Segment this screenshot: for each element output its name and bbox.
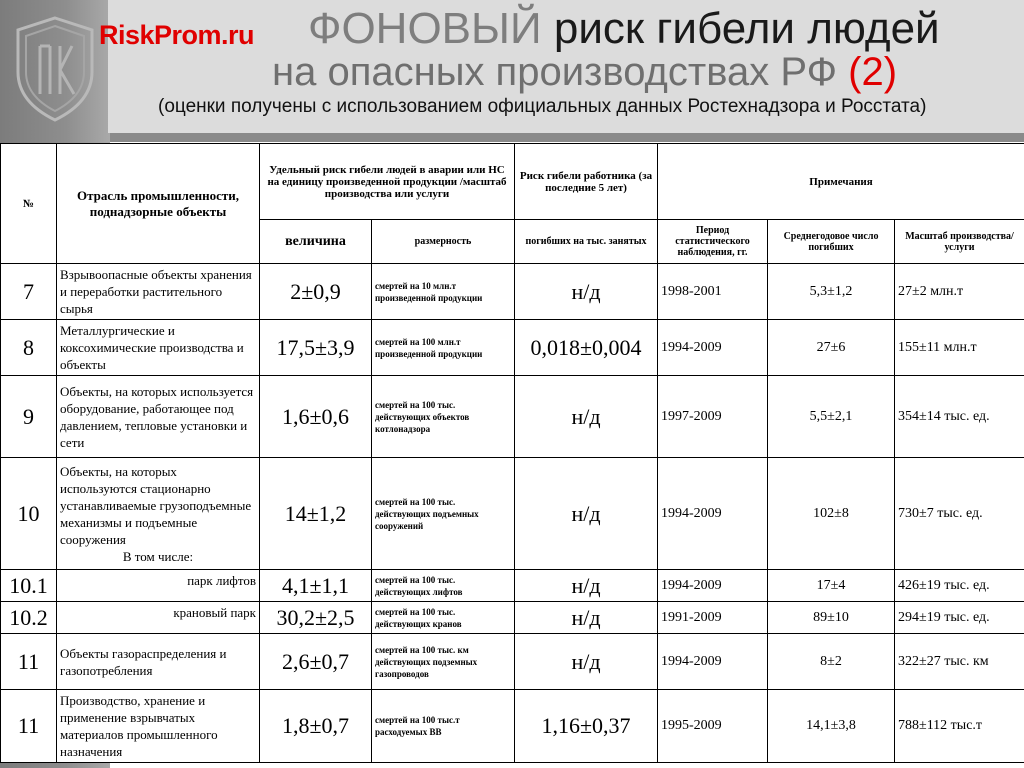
row-worker-risk: н/д: [515, 458, 658, 570]
col-header-worker-risk-sub: погибших на тыс. занятых: [515, 220, 658, 264]
row-worker-risk: н/д: [515, 570, 658, 602]
row-number: 11: [1, 690, 57, 763]
row-scale: 354±14 тыс. ед.: [895, 376, 1024, 458]
row-dimension: смертей на 100 тыс. действующих подъемных сооружений: [372, 458, 515, 570]
col-header-scale: Масштаб производства/услуги: [895, 220, 1024, 264]
header-row-1: [1, 144, 1024, 220]
title-number: (2): [848, 50, 898, 94]
row-dimension: смертей на 100 тыс. км действующих подземных газопроводов: [372, 634, 515, 690]
col-header-period: Период статистического наблюдения, гг.: [658, 220, 768, 264]
row-avg-deaths: 102±8: [768, 458, 895, 570]
row-value: 1,6±0,6: [260, 376, 372, 458]
row-dimension: смертей на 100 тыс. действующих объектов котлонадзора: [372, 376, 515, 458]
table-row: [1, 634, 1024, 690]
table-row: [1, 458, 1024, 570]
row-number: 7: [1, 264, 57, 320]
col-header-industry: Отрасль промышленности, поднадзорные объекты: [57, 144, 260, 264]
row-period: 1998-2001: [658, 264, 768, 320]
row-industry-text: Объекты, на которых используются стационарно устанавливаемые грузоподъемные механизмы и подъемные сооружения: [60, 463, 252, 547]
row-number: 10: [1, 458, 57, 570]
col-header-dimension: размерность: [372, 220, 515, 264]
row-industry-subnote: В том числе:: [122, 548, 194, 564]
row-period: 1991-2009: [658, 602, 768, 634]
row-avg-deaths: 5,5±2,1: [768, 376, 895, 458]
row-dimension: смертей на 100 млн.т произведенной продукции: [372, 320, 515, 376]
row-worker-risk: н/д: [515, 602, 658, 634]
page-title-line2: [272, 50, 897, 94]
row-number: 9: [1, 376, 57, 458]
row-scale: 788±112 тыс.т: [895, 690, 1024, 763]
row-avg-deaths: 5,3±1,2: [768, 264, 895, 320]
page-title: [308, 4, 940, 54]
row-value: 14±1,2: [260, 458, 372, 570]
row-industry: крановый парк: [57, 602, 260, 634]
row-period: 1995-2009: [658, 690, 768, 763]
row-scale: 155±11 млн.т: [895, 320, 1024, 376]
row-period: 1994-2009: [658, 320, 768, 376]
row-period: 1994-2009: [658, 634, 768, 690]
title-rest: риск гибели людей: [553, 4, 940, 53]
row-industry: парк лифтов: [57, 570, 260, 602]
row-scale: 322±27 тыс. км: [895, 634, 1024, 690]
row-scale: 426±19 тыс. ед.: [895, 570, 1024, 602]
row-scale: 730±7 тыс. ед.: [895, 458, 1024, 570]
risk-table: [0, 143, 1024, 763]
row-dimension: смертей на 100 тыс. действующих лифтов: [372, 570, 515, 602]
row-dimension: смертей на 100 тыс. действующих кранов: [372, 602, 515, 634]
row-period: 1994-2009: [658, 458, 768, 570]
row-dimension: смертей на 100 тыс.т расходуемых ВВ: [372, 690, 515, 763]
row-industry: Взрывоопасные объекты хранения и переработки растительного сырья: [57, 264, 260, 320]
row-value: 4,1±1,1: [260, 570, 372, 602]
row-number: 8: [1, 320, 57, 376]
table-row: [1, 320, 1024, 376]
row-scale: 294±19 тыс. ед.: [895, 602, 1024, 634]
row-value: 17,5±3,9: [260, 320, 372, 376]
row-period: 1994-2009: [658, 570, 768, 602]
row-worker-risk: 0,018±0,004: [515, 320, 658, 376]
table-row: [1, 570, 1024, 602]
col-header-notes: Примечания: [658, 144, 1024, 220]
row-worker-risk: н/д: [515, 264, 658, 320]
row-industry: Производство, хранение и применение взрывчатых материалов промышленного назначения: [57, 690, 260, 763]
row-avg-deaths: 27±6: [768, 320, 895, 376]
row-industry: Объекты, на которых используется оборудование, работающее под давлением, тепловые установки и сети: [57, 376, 260, 458]
row-value: 30,2±2,5: [260, 602, 372, 634]
row-industry: [57, 458, 260, 570]
table-row: [1, 264, 1024, 320]
col-header-num: №: [1, 144, 57, 264]
table-row: [1, 376, 1024, 458]
row-worker-risk: н/д: [515, 376, 658, 458]
table-row: [1, 602, 1024, 634]
row-industry: Объекты газораспределения и газопотребления: [57, 634, 260, 690]
row-scale: 27±2 млн.т: [895, 264, 1024, 320]
row-avg-deaths: 89±10: [768, 602, 895, 634]
shield-logo-icon: [14, 14, 96, 124]
row-value: 2,6±0,7: [260, 634, 372, 690]
row-dimension: смертей на 10 млн.т произведенной продукции: [372, 264, 515, 320]
row-worker-risk: 1,16±0,37: [515, 690, 658, 763]
row-avg-deaths: 14,1±3,8: [768, 690, 895, 763]
row-industry: Металлургические и коксохимические производства и объекты: [57, 320, 260, 376]
row-value: 1,8±0,7: [260, 690, 372, 763]
row-period: 1997-2009: [658, 376, 768, 458]
col-header-worker-risk: Риск гибели работника (за последние 5 лет): [515, 144, 658, 220]
page-subtitle: (оценки получены с использованием официальных данных Ростехнадзора и Росстата): [158, 96, 927, 117]
row-number: 10.1: [1, 570, 57, 602]
row-number: 11: [1, 634, 57, 690]
row-avg-deaths: 17±4: [768, 570, 895, 602]
row-value: 2±0,9: [260, 264, 372, 320]
row-worker-risk: н/д: [515, 634, 658, 690]
row-avg-deaths: 8±2: [768, 634, 895, 690]
table-row: [1, 690, 1024, 763]
col-header-avg: Среднегодовое число погибших: [768, 220, 895, 264]
row-number: 10.2: [1, 602, 57, 634]
brand-name: RiskProm.ru: [99, 20, 255, 50]
title-line2-text: на опасных производствах РФ: [272, 50, 838, 94]
col-header-value: величина: [260, 220, 372, 264]
title-highlight: ФОНОВЫЙ: [308, 4, 542, 53]
col-header-specific-risk: Удельный риск гибели людей в аварии или НС на единицу произведенной продукции /масштаб производства или услуги: [260, 144, 515, 220]
